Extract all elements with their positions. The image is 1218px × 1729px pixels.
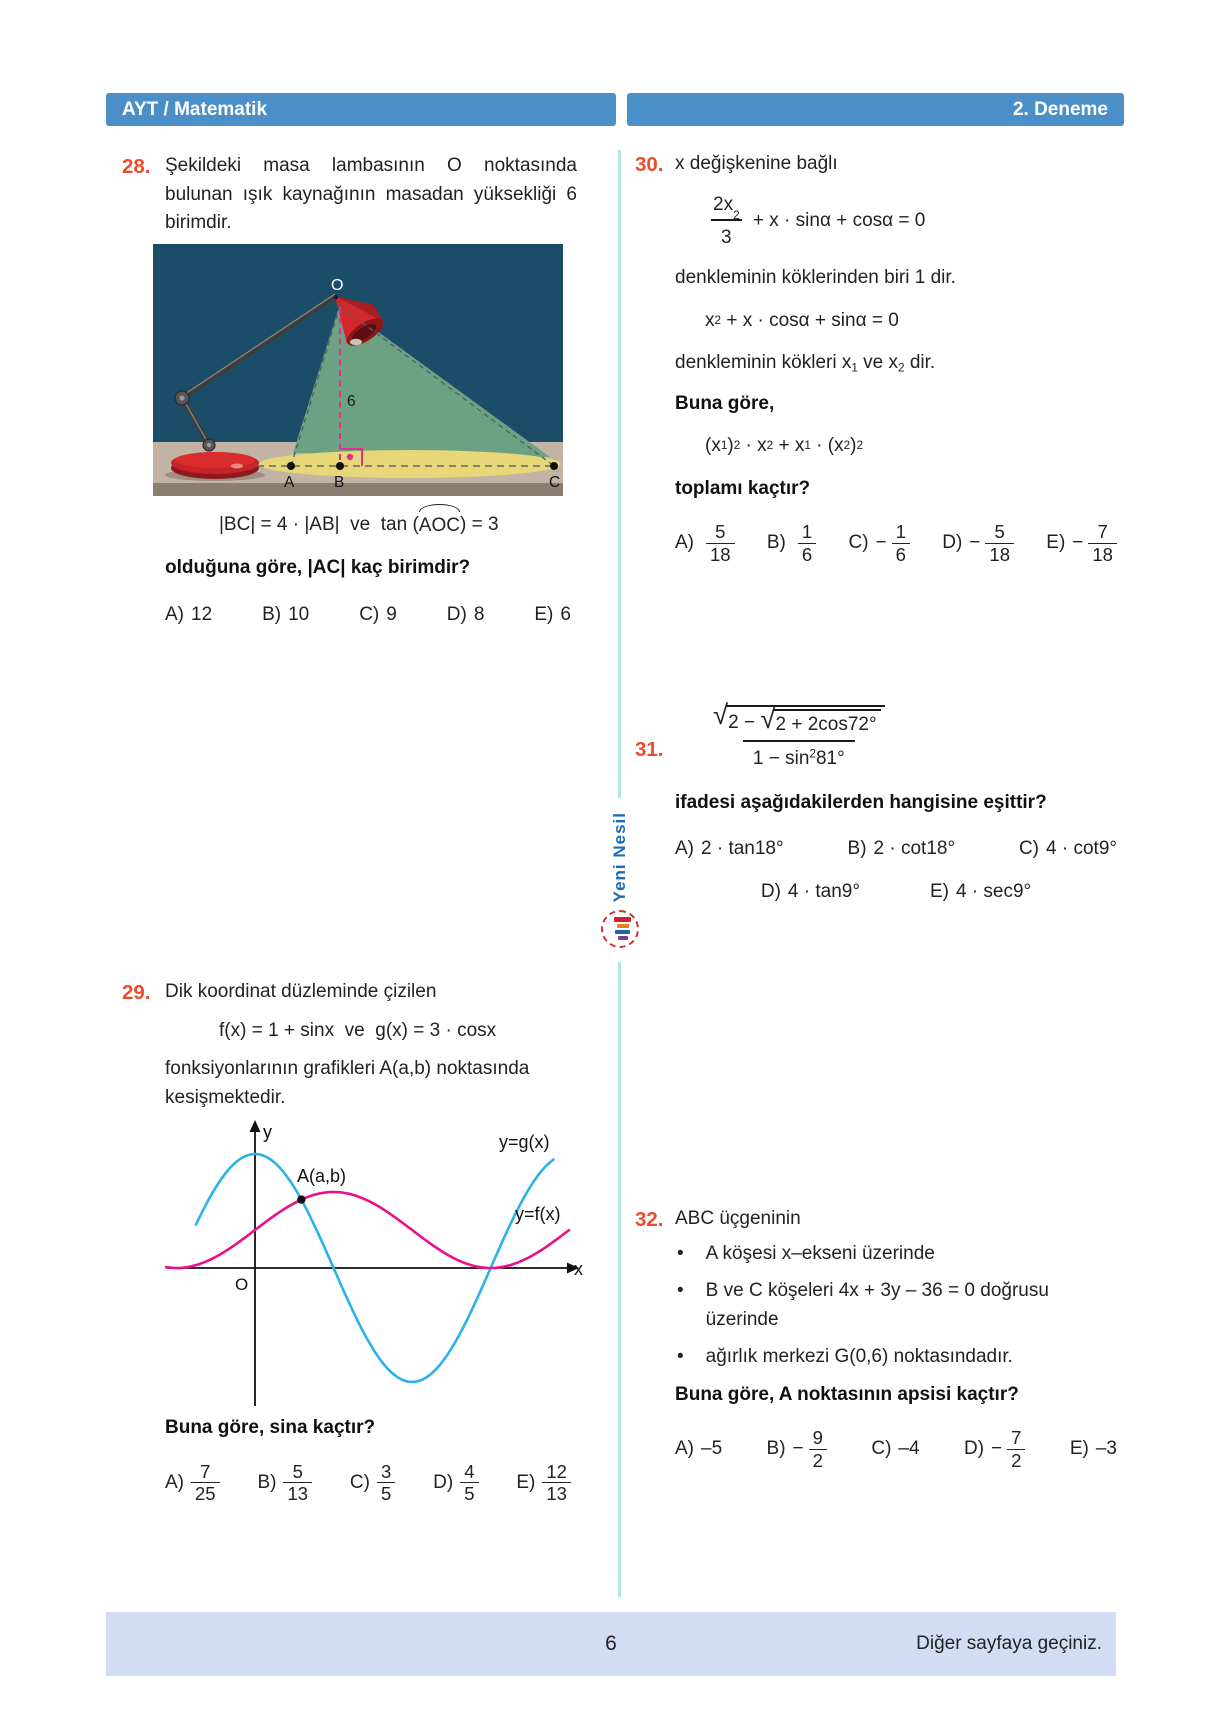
- point-label: A(a,b): [297, 1166, 347, 1186]
- question-30-options: [675, 521, 1123, 566]
- origin-label: O: [235, 1275, 249, 1294]
- page-number: 6: [605, 1632, 617, 1655]
- lamp-figure: [153, 244, 563, 496]
- option-e: E) − $\frac{7}{18}$: [1046, 521, 1117, 566]
- question-28-number: 28.: [122, 155, 151, 178]
- question-29-formula: f(x) = 1 + sinx ve g(x) = 3 · cosx: [219, 1019, 497, 1041]
- option-e: E) 6: [534, 603, 571, 625]
- question-29-options: [165, 1461, 577, 1506]
- header-subject-bar: [106, 93, 616, 126]
- question-32-line1: ABC üçgeninin: [675, 1208, 801, 1229]
- question-32-bullets: [677, 1240, 1123, 1372]
- question-30: [635, 150, 1123, 566]
- f-curve-label: y=f(x): [515, 1204, 561, 1224]
- publisher-logo-icon: [601, 910, 639, 948]
- question-28-condition: |BC| = 4 · |AB| ve tan ( AOC ) = 3: [219, 510, 577, 541]
- question-31-options-row2: [675, 878, 1123, 907]
- label-o: O: [331, 276, 344, 294]
- question-29-prompt: Buna göre, sina kaçtır?: [165, 1417, 376, 1438]
- option-c: C) − $\frac{1}{6}$: [848, 521, 909, 566]
- bullet-item: • B ve C köşeleri 4x + 3y – 36 = 0 doğrusu üzerinde: [677, 1280, 1049, 1330]
- question-30-line2: denkleminin köklerinden biri 1 dir.: [675, 267, 956, 288]
- question-30-eq3: (x 1 ) 2 · x 2 + x 1 · (x 2 ) 2: [705, 435, 864, 456]
- x-axis-label: x: [574, 1259, 583, 1279]
- option-a: A) 5 18: [675, 521, 735, 566]
- question-29: [122, 978, 583, 1505]
- question-28: [122, 152, 577, 629]
- question-31-expression: √ 2 − √ 2 + 2cos72° $1 - \sin^281^\circ$: [705, 705, 1123, 771]
- option-c: C) 9: [359, 603, 397, 625]
- option-a: A) 7 25: [165, 1461, 220, 1506]
- question-32-number: 32.: [635, 1208, 664, 1231]
- question-31: [635, 699, 1123, 906]
- option-a: A) –5: [675, 1438, 723, 1460]
- option-e: E) –3: [1069, 1438, 1117, 1460]
- question-30-eq2: x 2 + x · cosα + sinα = 0: [705, 309, 899, 331]
- option-b: B) 1 6: [767, 521, 816, 566]
- option-b: B) 5 13: [257, 1461, 312, 1506]
- next-page-note: Diğer sayfaya geçiniz.: [916, 1633, 1102, 1654]
- option-e: E) 4 · sec9°: [929, 880, 1032, 902]
- question-32-options: [675, 1427, 1123, 1472]
- question-29-line1: Dik koordinat düzleminde çizilen: [165, 981, 437, 1002]
- question-31-options-row1: [675, 835, 1123, 864]
- option-b: B) 2 · cot18°: [847, 838, 956, 859]
- option-e: E) 12 13: [516, 1461, 571, 1506]
- option-c: C) 3 5: [350, 1461, 395, 1506]
- option-d: D) − $\frac{7}{2}$: [964, 1427, 1025, 1472]
- outer-radical: √ 2 − √ 2 + 2cos72°: [713, 705, 885, 737]
- question-30-line3: denkleminin kökleri $x_1$ ve $x_2$ dir.: [675, 352, 936, 375]
- question-30-eq1: 2x 2 3 + x · sinα + cosα = 0: [713, 193, 926, 249]
- lamp-base: [171, 452, 259, 479]
- option-c: C) 4 · cot9°: [1018, 838, 1117, 859]
- option-b: B) 10: [262, 603, 310, 625]
- question-30-prompt: toplamı kaçtır?: [675, 477, 811, 499]
- question-30-line1: x değişkenine bağlı: [675, 153, 838, 174]
- option-a: A) 2 · tan18°: [675, 838, 784, 859]
- question-31-prompt: ifadesi aşağıdakilerden hangisine eşittir?: [675, 791, 1047, 813]
- question-28-prompt: olduğuna göre, |AC| kaç birimdir?: [165, 557, 471, 578]
- label-b: B: [334, 473, 345, 491]
- question-31-number: 31.: [635, 738, 664, 761]
- option-d: D) 8: [446, 603, 485, 625]
- publisher-name: Yeni Nesil: [609, 812, 629, 903]
- question-30-number: 30.: [635, 153, 664, 176]
- option-d: D) 4 5: [433, 1461, 478, 1506]
- exam-title: 2. Deneme: [1012, 98, 1108, 120]
- footer-bar: [106, 1612, 1116, 1676]
- light-pool: [259, 450, 561, 478]
- header-exam-bar: [627, 93, 1124, 126]
- label-height: 6: [347, 392, 356, 410]
- option-a: A) 12: [165, 603, 213, 625]
- question-28-options: [165, 601, 577, 630]
- question-29-line2: fonksiyonlarının grafikleri A(a,b) noktasında kesişmektedir.: [165, 1058, 535, 1108]
- arc-over-aoc: AOC: [419, 512, 460, 541]
- inner-radical: √ 2 + 2cos72°: [760, 709, 880, 737]
- label-a: A: [284, 473, 295, 491]
- bullet-item: • A köşesi x–ekseni üzerinde: [677, 1242, 935, 1264]
- question-32: [635, 1205, 1123, 1472]
- q29-graph: [155, 1116, 587, 1412]
- bullet-item: • ağırlık merkezi G(0,6) noktasındadır.: [677, 1346, 1013, 1367]
- question-32-prompt: Buna göre, A noktasının apsisi kaçtır?: [675, 1383, 1019, 1405]
- question-28-text: Şekildeki masa lambasının O noktasında bulunan ışık kaynağının masadan yüksekliği 6 birimdir.: [165, 155, 577, 233]
- subject-title: AYT / Matematik: [122, 98, 268, 120]
- g-curve-label: y=g(x): [499, 1132, 550, 1152]
- option-c: C) –4: [871, 1438, 920, 1460]
- intersection-point: [297, 1195, 305, 1203]
- y-axis-label: y: [263, 1122, 272, 1142]
- label-c: C: [549, 473, 561, 491]
- option-b: B) − $\frac{9}{2}$: [767, 1427, 827, 1472]
- question-29-number: 29.: [122, 981, 151, 1004]
- question-30-lead: Buna göre,: [675, 392, 775, 414]
- option-d: D) 4 · tan9°: [760, 880, 860, 902]
- option-d: D) − $\frac{5}{18}$: [942, 521, 1014, 566]
